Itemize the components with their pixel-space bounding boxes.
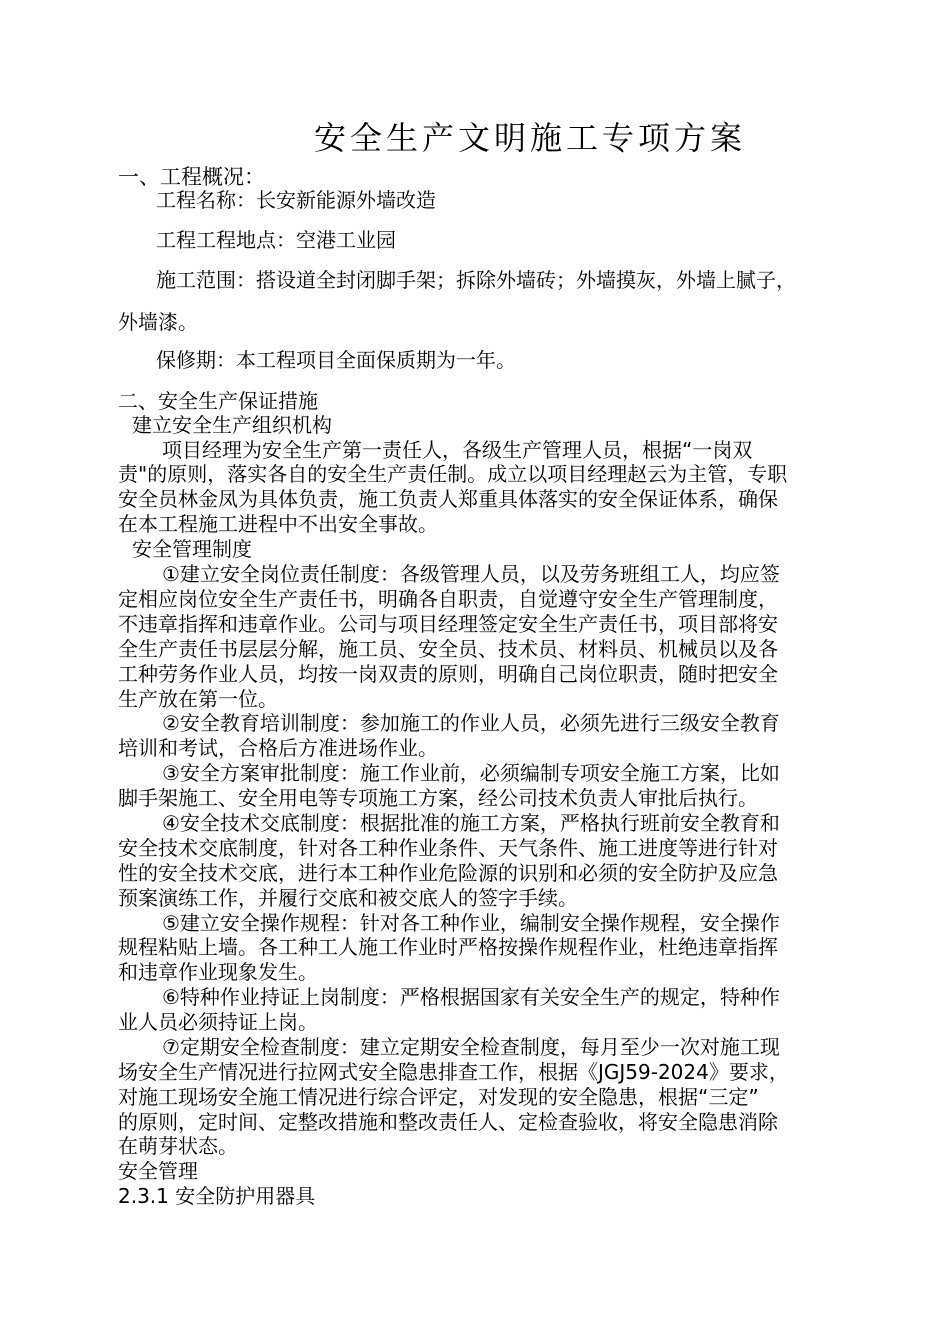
list-item-line: 性的安全技术交底，进行本工种作业危险源的识别和必须的安全防护及应急: [118, 861, 778, 885]
list-item-line: 对施工现场安全施工情况进行综合评定，对发现的安全隐患，根据“三定”: [118, 1085, 759, 1109]
list-item-line: ⑦定期安全检查制度：建立定期安全检查制度，每月至少一次对施工现: [162, 1035, 780, 1059]
list-item-line: ②安全教育培训制度：参加施工的作业人员，必须先进行三级安全教育: [162, 711, 780, 735]
list-item-line: 脚手架施工、安全用电等专项施工方案，经公司技术负责人审批后执行。: [118, 786, 758, 810]
list-item-line: 的原则，定时间、定整改措施和整改责任人、定检查验收，将安全隐患消除: [118, 1110, 778, 1134]
subheading-safety-management-system: 安全管理制度: [132, 537, 252, 561]
paragraph-line: 项目经理为安全生产第一责任人，各级生产管理人员，根据“一岗双: [162, 438, 753, 462]
list-item-line: 业人员必须持证上岗。: [118, 1010, 318, 1034]
warranty-period: 保修期：本工程项目全面保质期为一年。: [156, 348, 516, 372]
list-item-line: 安全技术交底制度，针对各工种作业条件、天气条件、施工进度等进行针对: [118, 836, 778, 860]
paragraph-line: 在本工程施工进程中不出安全事故。: [118, 512, 438, 536]
list-item-line: 规程粘贴上墙。各工种工人施工作业时严格按操作规程作业，杜绝违章指挥: [118, 935, 778, 959]
document-title: 安全生产文明施工专项方案: [313, 119, 746, 157]
construction-scope: 施工范围：搭设道全封闭脚手架；拆除外墙砖；外墙摸灰，外墙上腻子，: [156, 268, 796, 292]
list-item-line: 全生产责任书层层分解，施工员、安全员、技术员、材料员、机械员以及各: [118, 637, 778, 661]
subheading-safety-organization: 建立安全生产组织机构: [132, 413, 332, 437]
list-item-line: ④安全技术交底制度：根据批准的施工方案，严格执行班前安全教育和: [162, 811, 780, 835]
paragraph-line: 责"的原则，落实各自的安全生产责任制。成立以项目经理赵云为主管，专职: [118, 462, 788, 486]
list-item-line: 生产放在第一位。: [118, 687, 278, 711]
subsection-heading-protective-equipment: 2.3.1 安全防护用器具: [118, 1184, 316, 1208]
list-item-line: ①建立安全岗位责任制度：各级管理人员，以及劳务班组工人，均应签: [162, 562, 780, 586]
construction-scope-cont: 外墙漆。: [118, 310, 198, 334]
list-item-line: ⑥特种作业持证上岗制度：严格根据国家有关安全生产的规定，特种作: [162, 985, 780, 1009]
list-item-line: 工种劳务作业人员，均按一岗双责的原则，明确自己岗位职责，随时把安全: [118, 662, 778, 686]
list-item-line: ⑤建立安全操作规程：针对各工种作业，编制安全操作规程，安全操作: [162, 911, 780, 935]
project-location: 工程工程地点：空港工业园: [156, 228, 396, 252]
list-item-line: 在萌芽状态。: [118, 1134, 238, 1158]
list-item-line: 定相应岗位安全生产责任书，明确各自职责，自觉遵守安全生产管理制度，: [118, 587, 778, 611]
list-item-line: 培训和考试，合格后方准进场作业。: [118, 736, 438, 760]
list-item-line: 场安全生产情况进行拉网式安全隐患排查工作，根据《JGJ59-2024》要求，: [118, 1060, 789, 1084]
list-item-line: 预案演练工作，并履行交底和被交底人的签字手续。: [118, 886, 578, 910]
section-heading-safety-measures: 二、安全生产保证措施: [118, 389, 318, 413]
list-item-line: 不违章指挥和违章作业。公司与项目经理签定安全生产责任书，项目部将安: [118, 612, 778, 636]
section-heading-overview: 一、工程概况：: [118, 165, 265, 189]
paragraph-line: 安全员林金凤为具体负责，施工负责人郑重具体落实的安全保证体系，确保: [118, 487, 778, 511]
list-item-line: 和违章作业现象发生。: [118, 960, 318, 984]
subheading-safety-management: 安全管理: [118, 1159, 198, 1183]
list-item-line: ③安全方案审批制度：施工作业前，必须编制专项安全施工方案，比如: [162, 761, 780, 785]
project-name: 工程名称：长安新能源外墙改造: [156, 188, 436, 212]
